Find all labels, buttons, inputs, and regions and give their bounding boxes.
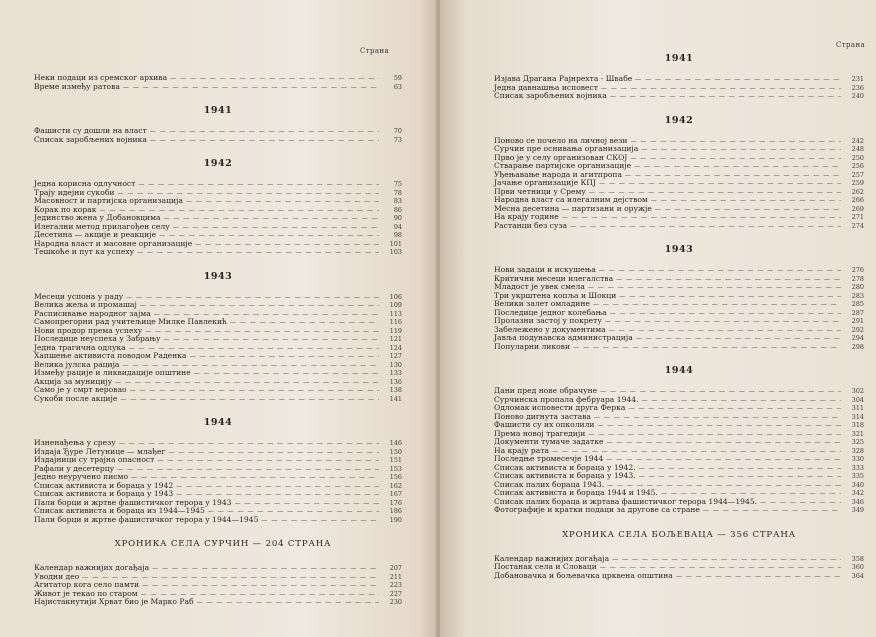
year-heading: 1944 [664, 365, 694, 376]
toc-entry-title: Агитатор кога село памти [34, 580, 140, 589]
toc-entry-title: Календар важнијих догађаја [494, 553, 610, 563]
leader-dashes [235, 500, 380, 509]
toc-entry [34, 516, 402, 525]
toc-entry-page: 130 [389, 360, 402, 369]
year-heading: 1942 [664, 114, 694, 126]
leader-dashes [194, 370, 379, 379]
toc-entry-page: 342 [851, 489, 864, 497]
toc-entry-title: Време између ратова [34, 81, 120, 91]
leader-dashes [150, 128, 379, 137]
leader-dashes [126, 294, 379, 303]
toc-entry-title: Акција за муницију [34, 376, 113, 386]
leader-dashes [639, 473, 841, 482]
leader-dashes [123, 84, 379, 93]
toc-entry-page: 269 [851, 204, 864, 213]
leader-dashes [145, 328, 379, 337]
toc-entry-title: Народна власт и масовне организације [34, 238, 193, 248]
toc-entry-title: Између рације и ликвидације општине [34, 368, 191, 377]
toc-entry-page: 151 [389, 456, 402, 464]
year-heading: 1942 [203, 158, 233, 169]
leader-dashes [176, 483, 379, 492]
toc-entry-title: Јединство жена у Добановцима [34, 213, 161, 222]
toc-entry-page: 283 [851, 291, 864, 300]
toc-entry-page: 314 [851, 412, 864, 421]
leader-dashes [606, 439, 841, 448]
leader-dashes [636, 335, 841, 344]
toc-entry-title: Пролазни застој у покрету [494, 316, 602, 325]
chronicle-heading: ХРОНИКА СЕЛА СУРЧИН — 204 СТРАНА [114, 539, 332, 549]
toc-entry-title: Према новој трагедији [494, 428, 586, 438]
toc-entry-title: Једна корисна одлучност [34, 179, 136, 188]
leader-dashes [651, 197, 841, 206]
toc-entry-page: 211 [389, 572, 402, 581]
toc-entry-title: Неки подаци из сремског архива [34, 73, 168, 82]
leader-dashes [137, 249, 379, 258]
toc-entry-page: 227 [389, 589, 402, 598]
leader-dashes [197, 599, 379, 608]
leader-dashes [598, 422, 842, 431]
leader-dashes [157, 457, 379, 466]
leader-dashes [164, 215, 379, 224]
toc-entry-page: 358 [851, 554, 864, 563]
toc-entry-page: 176 [389, 498, 402, 507]
toc-entry-title: Критични месеци илегалства [494, 273, 614, 283]
toc-entry-title: Живот је текао по старом [34, 588, 138, 598]
leader-dashes [631, 138, 842, 147]
toc-entry-title: Расписивање народног зајма [34, 308, 151, 318]
toc-entry-page: 287 [851, 308, 864, 317]
toc-entry-title: Рафали у десетерцу [34, 463, 115, 473]
leader-dashes [610, 93, 841, 102]
toc-entry-title: Дани пред нове обрачуне [494, 386, 598, 395]
toc-entry-title: Одломак исповести друга Ферка [494, 403, 626, 412]
toc-entry-page: 328 [851, 446, 864, 455]
toc-entry-title: Издаја Ђуре Летунице — млађег [34, 446, 166, 456]
toc-entry-page: 146 [389, 439, 402, 447]
leader-dashes [609, 327, 841, 336]
leader-dashes [115, 379, 379, 388]
leader-dashes [140, 302, 379, 311]
toc-entry-title: Сурчин пре оснивања организација [494, 144, 639, 153]
toc-entry-title: Стварање партијске организације [494, 161, 632, 170]
toc-entry-title: Последице једног колебања [494, 307, 607, 317]
leader-dashes [573, 344, 841, 353]
leader-dashes [655, 206, 841, 215]
leader-dashes [138, 181, 379, 190]
toc-entry-title: Изненађења у срезу [34, 438, 116, 447]
toc-entry-title: Списак активиста и бораца у 1943. [494, 471, 636, 480]
leader-dashes [641, 146, 841, 155]
toc-entry-title: Пали борци и жртве фашистичког терора у 1943 [34, 497, 232, 507]
toc-entry-page: 186 [389, 507, 402, 515]
toc-entry-title: Масовност и партијска организација [34, 196, 183, 205]
toc-entry-page: 318 [851, 421, 864, 429]
toc-entry-page: 150 [389, 447, 402, 456]
toc-entry-title: Нови продор према успеху [34, 325, 143, 335]
toc-entry [494, 222, 864, 231]
toc-entry-page: 333 [851, 463, 864, 472]
toc-entry-page: 98 [393, 231, 402, 239]
toc-entry [34, 83, 402, 92]
toc-entry-title: Последње тромесечје 1944 [494, 454, 604, 463]
toc-entry-page: 73 [393, 135, 402, 144]
leader-dashes [630, 155, 841, 164]
toc-entry-page: 133 [389, 369, 402, 377]
toc-entry-title: Забележено у документима [494, 324, 606, 334]
toc-entry-title: Трају идејни сукоби [34, 187, 115, 197]
toc-entry [494, 572, 864, 581]
leader-dashes [634, 163, 841, 172]
year-heading: 1944 [203, 417, 233, 428]
leader-dashes [195, 241, 379, 250]
chronicle-heading: ХРОНИКА СЕЛА БОЉЕВАЦА — 356 СТРАНА [562, 529, 796, 540]
toc-entry [34, 598, 402, 607]
toc-entry-title: Једна трагична одлука [34, 342, 126, 352]
toc-entry-page: 257 [851, 170, 864, 179]
toc-entry-page: 298 [851, 342, 864, 351]
toc-entry-page: 274 [851, 221, 864, 230]
toc-entry-title: Популарни ликови [494, 341, 571, 351]
leader-dashes [619, 293, 841, 302]
leader-dashes [150, 137, 379, 146]
toc-entry-title: Младост је увек смела [494, 282, 585, 291]
leader-dashes [588, 284, 841, 293]
toc-entry-page: 78 [393, 188, 402, 197]
leader-dashes [594, 414, 841, 423]
toc-entry-page: 242 [851, 136, 864, 145]
toc-entry-page: 311 [851, 404, 864, 412]
leader-dashes [230, 319, 379, 328]
toc-entry-page: 325 [851, 438, 864, 446]
toc-entry-page: 70 [393, 127, 402, 135]
toc-entry-page: 124 [389, 343, 402, 352]
toc-entry-page: 340 [851, 480, 864, 489]
leader-dashes [142, 582, 379, 591]
leader-dashes [117, 466, 379, 475]
toc-entry-title: Списак заробљених војника [494, 91, 607, 100]
toc-entry-title: Списак активиста и бораца у 1942 [34, 480, 174, 490]
toc-entry [494, 92, 864, 101]
toc-entry-title: Велики залет омладине [494, 299, 590, 308]
leader-dashes [599, 267, 841, 276]
toc-entry-title: Списак активиста и бораца из 1944—1945 [34, 506, 205, 515]
toc-entry-title: Сурчинска пропала фебруара 1944. [494, 394, 639, 404]
toc-entry-page: 94 [393, 222, 402, 231]
toc-entry [34, 248, 402, 257]
toc-entry-page: 321 [851, 429, 864, 438]
toc-entry-page: 346 [851, 497, 864, 506]
toc-entry-title: Уводни део [34, 571, 80, 581]
toc-entry-page: 127 [389, 352, 402, 360]
toc-entry-title: Фашисти су дошли на власт [34, 126, 147, 135]
toc-entry-title: Постанак села и Словаци [494, 562, 597, 571]
year-heading: 1941 [664, 53, 694, 64]
page-column-header: Страна [836, 41, 866, 49]
leader-dashes [588, 431, 841, 440]
toc-entry [34, 564, 402, 573]
page-column-header: Страна [360, 47, 390, 55]
toc-entry [494, 438, 864, 447]
toc-entry-title: Илегални метод прилагођен селу [34, 221, 170, 231]
toc-entry-page: 141 [389, 394, 402, 403]
toc-entry-page: 116 [389, 318, 402, 326]
toc-entry-title: Једно неуручено писмо [34, 472, 129, 481]
toc-entry-title: Нови задаци и искушења [494, 265, 596, 274]
leader-dashes [676, 573, 841, 582]
leader-dashes [641, 397, 841, 406]
toc-entry-title: Месеци успона у раду [34, 291, 124, 301]
toc-entry-title: Последице неуспеха у Забрању [34, 334, 161, 343]
toc-entry-page: 276 [851, 266, 864, 274]
toc-entry-page: 302 [851, 387, 864, 395]
toc-entry-title: Самопрегорни рад учитељице Милке Павлекић [34, 317, 227, 326]
toc-entry-page: 280 [851, 283, 864, 291]
toc-entry-page: 294 [851, 334, 864, 342]
leader-dashes [601, 85, 841, 94]
left-page [0, 0, 436, 637]
leader-dashes [163, 336, 379, 345]
toc-entry-page: 63 [393, 82, 402, 91]
toc-entry-title: Списак активиста и бораца у 1943 [34, 489, 174, 498]
leader-dashes [168, 449, 379, 458]
toc-entry-title: Велика јулска рација [34, 359, 120, 369]
toc-entry-page: 83 [393, 197, 402, 205]
toc-entry-page: 330 [851, 455, 864, 463]
toc-entry-page: 59 [393, 74, 402, 82]
year-heading: 1943 [664, 244, 694, 255]
leader-dashes [635, 76, 841, 85]
toc-entry-title: Списак активиста и бораца 1944 и 1945. [494, 488, 658, 497]
toc-entry-title: Уђењавање народа и агитпропа [494, 169, 622, 179]
toc-entry-title: Десетина — акције и реакције [34, 230, 157, 239]
toc-entry-title: Издајници су трајна опасност [34, 455, 155, 464]
leader-dashes [610, 310, 841, 319]
leader-dashes [152, 565, 379, 574]
toc-entry-title: Изјава Драгана Рајнрехта - Швабе [494, 74, 633, 83]
toc-entry-title: Велика жеља и промашај [34, 300, 137, 309]
leader-dashes [120, 396, 379, 405]
leader-dashes [760, 499, 841, 508]
toc-entry [494, 343, 864, 352]
toc-entry-title: Само је у смрт веровао [34, 385, 127, 394]
toc-entry-page: 248 [851, 145, 864, 153]
toc-entry-title: Поново дигнута застава [494, 411, 591, 421]
toc-entry-title: Списак активиста и бораца у 1942. [494, 462, 636, 472]
toc-entry-page: 262 [851, 187, 864, 196]
toc-entry-page: 236 [851, 83, 864, 92]
toc-entry-page: 162 [389, 481, 402, 490]
toc-entry-page: 86 [393, 205, 402, 214]
toc-entry-title: Хапшење активиста поводом Раденка [34, 351, 187, 360]
toc-entry-title: Три укрштена копља и Шокци [494, 290, 617, 300]
toc-entry-page: 106 [389, 292, 402, 301]
toc-entry-page: 335 [851, 472, 864, 480]
leader-dashes [130, 387, 379, 396]
toc-entry-page: 113 [389, 309, 402, 318]
left-contents [34, 62, 402, 607]
toc-entry-title: Фашисти су их опколили [494, 420, 595, 429]
toc-entry-page: 278 [851, 274, 864, 283]
toc-entry-page: 292 [851, 325, 864, 334]
toc-entry-page: 231 [851, 75, 864, 83]
toc-entry [34, 395, 402, 404]
leader-dashes [605, 318, 841, 327]
toc-entry-page: 109 [389, 301, 402, 309]
toc-entry-title: Пали борци и жртве фашистичког терора у 1944—1945 [34, 514, 259, 524]
leader-dashes [612, 556, 841, 565]
toc-entry-page: 75 [393, 180, 402, 188]
leader-dashes [570, 223, 841, 232]
toc-entry-page: 121 [389, 335, 402, 343]
toc-entry-page: 304 [851, 395, 864, 404]
toc-entry-page: 256 [851, 162, 864, 170]
toc-entry-page: 90 [393, 214, 402, 222]
leader-dashes [186, 198, 379, 207]
toc-entry-page: 349 [851, 506, 864, 514]
leader-dashes [599, 180, 841, 189]
toc-entry-title: На крају рата [494, 445, 550, 455]
toc-entry-title: Списак заробљених војника [34, 134, 147, 144]
toc-entry-title: Најистакнутији Хрват био је Марко Раб [34, 597, 194, 606]
leader-dashes [628, 405, 841, 414]
leader-dashes [703, 507, 841, 516]
toc-entry-page: 250 [851, 153, 864, 162]
toc-entry-page: 167 [389, 490, 402, 498]
right-contents [494, 52, 864, 580]
toc-entry-page: 138 [389, 386, 402, 394]
toc-entry-title: Сукоби после акције [34, 393, 118, 403]
toc-entry [494, 506, 864, 515]
right-page [440, 0, 876, 637]
toc-entry-title: Списак палих бораца и жртава фашистичког терора 1944—1945. [494, 496, 758, 506]
leader-dashes [261, 517, 379, 526]
leader-dashes [593, 301, 841, 310]
toc-entry-page: 240 [851, 92, 864, 100]
toc-entry-page: 360 [851, 563, 864, 571]
toc-entry-page: 364 [851, 571, 864, 580]
toc-entry [34, 136, 402, 145]
leader-dashes [173, 224, 379, 233]
toc-entry-title: Месна десетина — партизани и оружје [494, 203, 652, 213]
toc-entry-title: Растанци без суза [494, 220, 568, 230]
toc-entry-page: 223 [389, 581, 402, 589]
toc-entry-page: 119 [389, 326, 402, 335]
toc-entry-page: 259 [851, 179, 864, 187]
leader-dashes [625, 172, 841, 181]
toc-entry-page: 103 [389, 248, 402, 256]
toc-entry-page: 190 [389, 515, 402, 524]
leader-dashes [606, 456, 841, 465]
toc-entry-title: Тешкоће и пут ка успеху [34, 247, 135, 256]
leader-dashes [639, 465, 841, 474]
toc-entry-page: 153 [389, 464, 402, 473]
toc-entry-page: 285 [851, 300, 864, 308]
toc-entry-title: Народна власт са илегалним дејством [494, 195, 648, 204]
toc-entry-page: 291 [851, 317, 864, 325]
leader-dashes [170, 75, 379, 84]
toc-entry-page: 266 [851, 196, 864, 204]
toc-entry-page: 207 [389, 564, 402, 572]
toc-entry-title: Корак по корак [34, 204, 97, 214]
toc-entry-title: Списак палих бораца 1943. [494, 479, 605, 489]
toc-entry-title: Добановачка и бољевачка црквена општина [494, 570, 673, 580]
toc-entry-title: На крају године [494, 212, 559, 221]
toc-entry-title: Прво је у селу организован СКОЈ [494, 152, 628, 162]
toc-entry-title: Јавља подунавска администрација [494, 333, 633, 342]
toc-entry-title: Календар важнијих догађаја [34, 563, 150, 572]
toc-entry-page: 101 [389, 239, 402, 248]
toc-entry-page: 156 [389, 473, 402, 481]
toc-entry-title: Поново се почело на личној вези [494, 135, 628, 145]
leader-dashes [562, 214, 841, 223]
year-heading: 1943 [203, 270, 233, 282]
toc-entry-title: Једна давнашња исповест [494, 82, 598, 92]
toc-entry-title: Документи тумаче задатке [494, 437, 604, 446]
toc-entry-title: Први четници у Срему [494, 186, 586, 196]
leader-dashes [616, 276, 841, 285]
leader-dashes [189, 353, 379, 362]
year-heading: 1941 [203, 105, 233, 116]
toc-entry-page: 230 [389, 598, 402, 606]
toc-entry-title: Фотографије и кратки подаци за другове са стране [494, 505, 700, 514]
toc-entry-page: 271 [851, 213, 864, 221]
toc-entry-page: 136 [389, 377, 402, 386]
toc-entry-title: Јачање организације КПЈ [494, 178, 597, 187]
